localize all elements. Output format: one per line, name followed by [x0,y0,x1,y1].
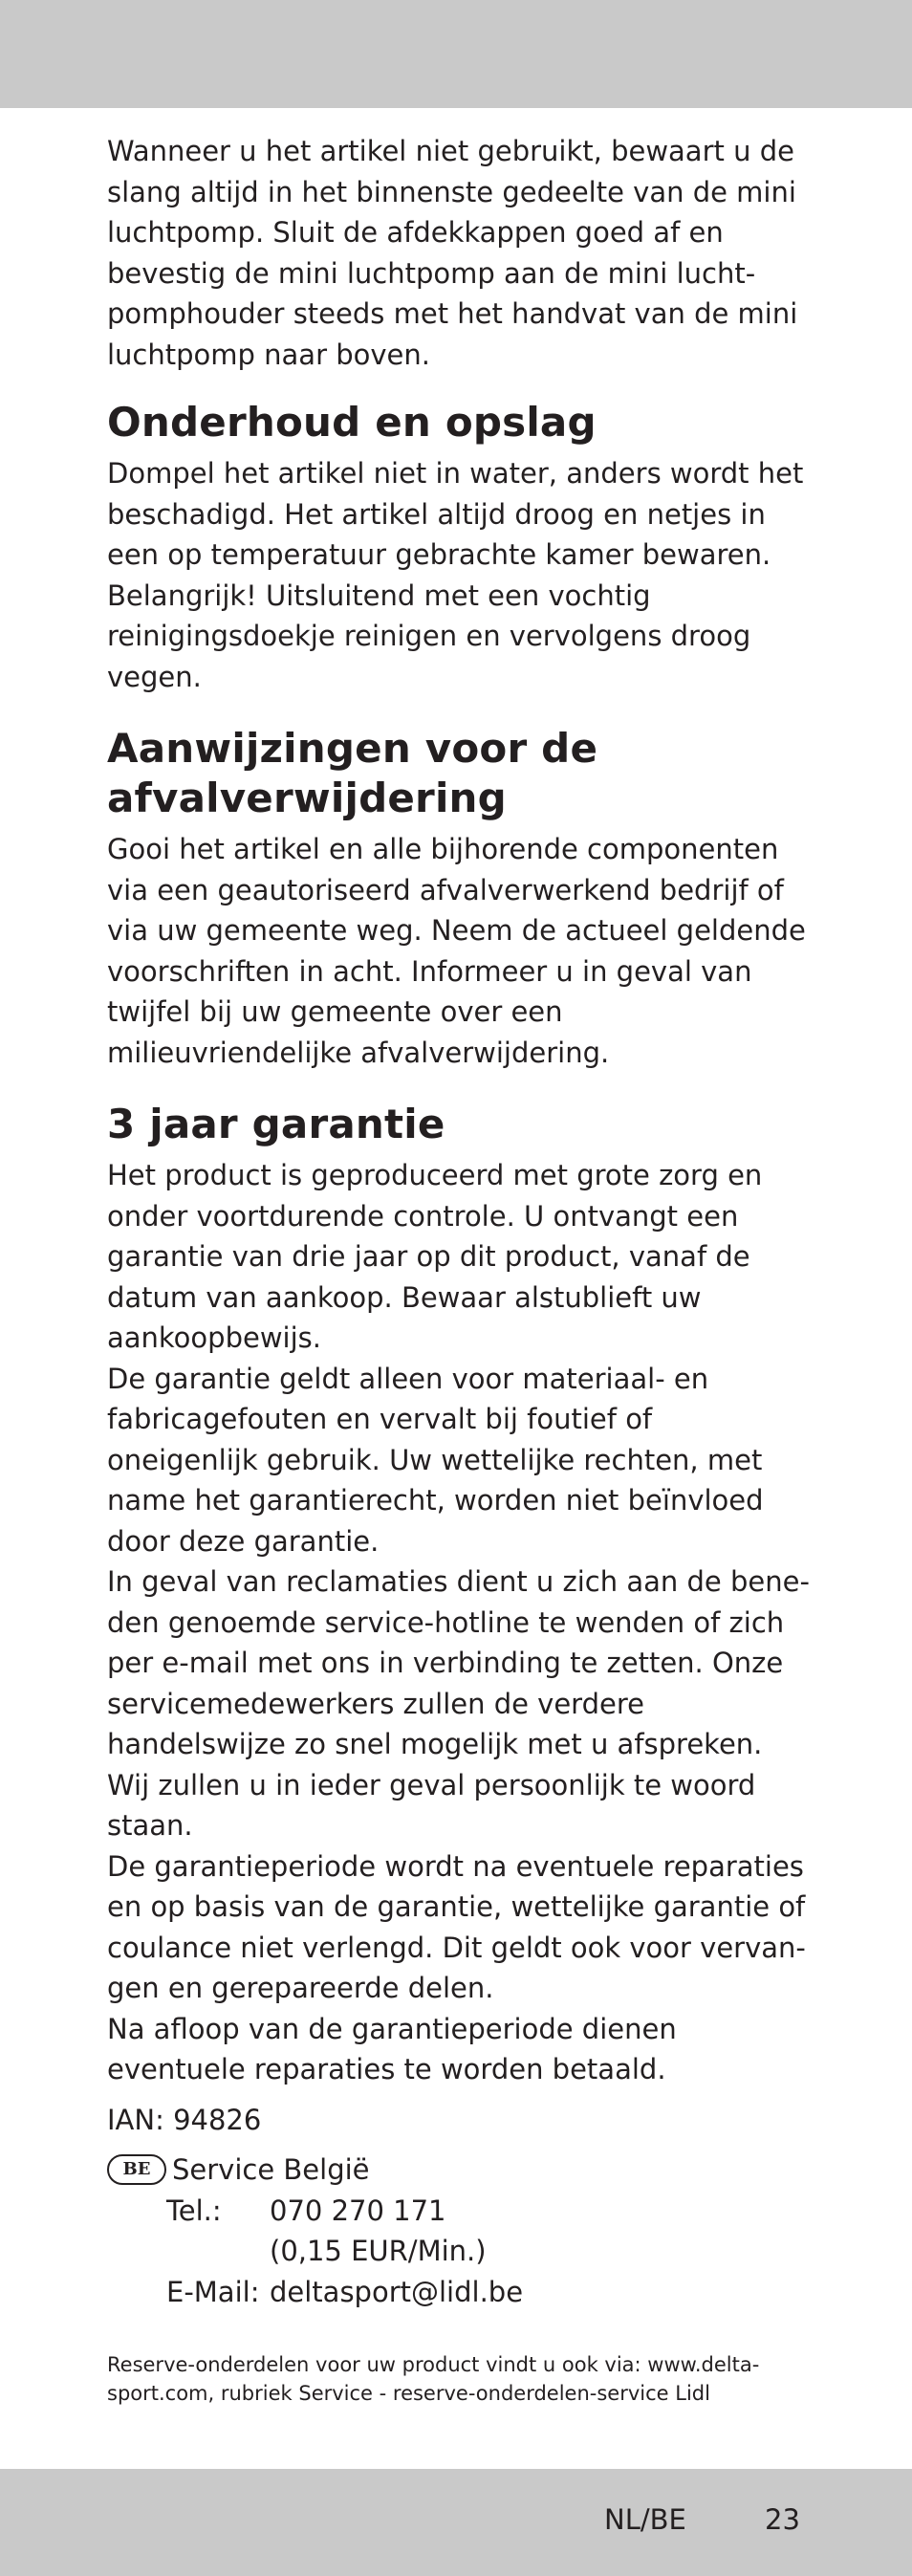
footer-language-code: NL/BE [604,2503,686,2536]
top-band [0,0,912,108]
tel-rate-spacer [107,2231,270,2272]
service-contact [107,2150,811,2312]
warranty-paragraph-5: Na afloop van de garantieperiode dienen eventuele reparaties te worden betaald. [107,2012,677,2085]
service-name: Service België [172,2153,370,2186]
maintenance-paragraph: Dompel het artikel niet in water, anders wordt het beschadigd. Het artikel altijd droog en netjes in een op temperatuur gebrachte kamer bewaren. Belangrijk! Uitsluitend met een vochtig reinigingsdoekje reinigen en vervolgens droog vegen. [107,457,804,693]
warranty-paragraph-1: Het product is geproduceerd met grote zorg en onder voortdurende controle. U ontvangt een garantie van drie jaar op dit product, vanaf de datum van aankoop. Bewaar alstublieft uw aankoopbewijs. [107,1159,763,1354]
warranty-paragraph-2: De garantie geldt alleen voor materiaal- en fabricagefouten en vervalt bij foutief of oneigenlijk gebruik. Uw wettelijke rechten, met name het garantierecht, worden niet beïnvloed door deze garantie. [107,1362,764,1558]
maintenance-heading: Onderhoud en opslag [107,399,597,446]
email-label: E-Mail: [166,2275,260,2308]
disposal-paragraph: Gooi het artikel en alle bijhorende componenten via een geautoriseerd afvalverwerkend bedrijf of via uw gemeente weg. Neem de actueel geldende voorschriften in acht. Informeer u in geval van twijfel bij uw gemeente over een milieuvriendelijke afvalverwijdering. [107,833,806,1069]
warranty-body [107,1155,811,2090]
belgium-country-badge-icon: BE [107,2154,166,2185]
spare-parts-note: Reserve-onderdelen voor uw product vindt u ook via: www.delta-sport.com, rubriek Service - reserve-onderdelen-service Lidl [107,2353,760,2405]
warranty-heading: 3 jaar garantie [107,1101,445,1147]
ian-number: IAN: 94826 [107,2103,262,2136]
tel-label: Tel.: [166,2194,222,2227]
intro-paragraph: Wanneer u het artikel niet gebruikt, bewaart u de slang altijd in het binnenste gedeelte van de mini luchtpomp. Sluit de afdekkappen goed af en bevestig de mini luchtpomp aan de mini luchtpomphouder steeds met het handvat van de mini luchtpomp naar boven. [107,135,798,371]
warranty-paragraph-3: In geval van reclamaties dient u zich aan de beneden genoemde service-hotline te wenden of zich per e-mail met ons in verbinding te zetten. Onze servicemedewerkers zullen de verdere handelswijze zo snel mogelijk met u afspreken. Wij zullen u in ieder geval persoonlijk te woord staan. [107,1565,810,1842]
footer-page-number: 23 [765,2503,800,2536]
warranty-paragraph-4: De garantieperiode wordt na eventuele reparaties en op basis van de garantie, wettelijke garantie of coulance niet verlengd. Dit geldt ook voor vervangen en gerepareerde delen. [107,1849,806,2004]
tel-rate: (0,15 EUR/Min.) [270,2235,487,2267]
tel-value: 070 270 171 [270,2194,446,2227]
email-value: deltasport@lidl.be [270,2275,524,2308]
page-content [107,131,811,2428]
disposal-heading: Aanwijzingen voor de afvalverwijdering [107,725,598,821]
